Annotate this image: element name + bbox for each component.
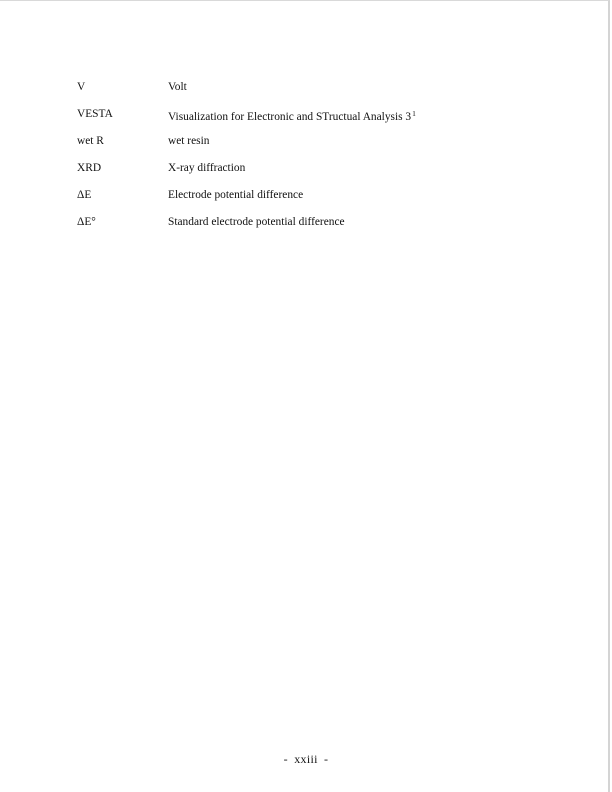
abbreviation-definition: Standard electrode potential difference xyxy=(168,216,345,228)
abbreviation-term: V xyxy=(77,81,86,93)
abbreviation-term: ΔE° xyxy=(77,216,96,228)
page-number: - xxiii - xyxy=(283,752,329,766)
abbreviation-term: XRD xyxy=(77,162,102,174)
abbreviation-term: ΔE xyxy=(77,189,92,201)
abbreviation-term: wet R xyxy=(77,135,104,147)
citation-superscript: 1 xyxy=(412,109,416,118)
abbreviation-definition: X-ray diffraction xyxy=(168,162,246,174)
abbreviation-term: VESTA xyxy=(77,108,113,120)
abbreviation-definition: wet resin xyxy=(168,135,210,147)
abbreviation-definition-with-citation xyxy=(168,107,416,124)
abbreviation-definition-text: Visualization for Electronic and STructual Analysis 3 xyxy=(168,111,412,123)
abbreviation-definition: Electrode potential difference xyxy=(168,189,304,201)
abbreviation-definition: Volt xyxy=(168,81,187,93)
